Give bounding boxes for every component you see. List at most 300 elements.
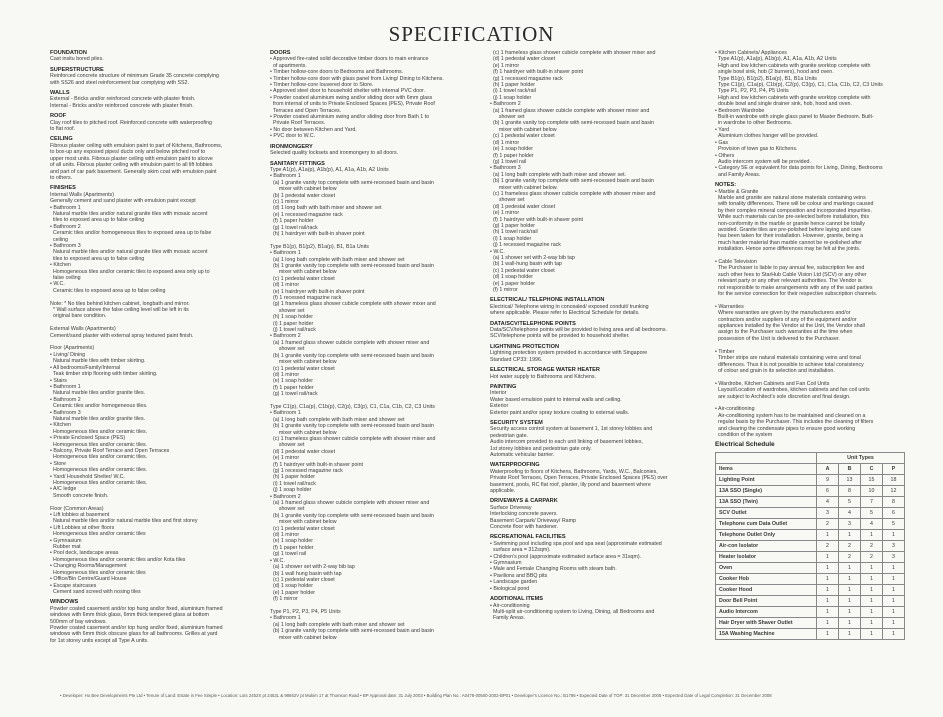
spec-section (490, 462, 705, 494)
table-row (716, 485, 905, 496)
section-line: mixer with cabinet below (270, 269, 337, 276)
section-line: (e) 1 soap holder (270, 538, 313, 545)
schedule-value: 5 (861, 507, 883, 518)
section-line: Homogeneous tiles and/or ceramic tiles and/or Kota tiles (50, 556, 186, 563)
spec-section (50, 136, 258, 181)
section-heading: DRIVEWAYS & CARPARK (490, 498, 558, 505)
schedule-header-blank (716, 452, 817, 463)
schedule-value: 1 (817, 573, 839, 584)
schedule-item-name: Audio Intercom (716, 606, 817, 617)
table-row (716, 562, 905, 573)
schedule-item-name: Door Bell Point (716, 595, 817, 606)
section-line: (d) 1 pedestal water closet (490, 56, 556, 63)
section-heading: IRONMONGERY (270, 143, 313, 150)
section-line: • Powder coated aluminium swing and/or sliding door with 6mm glass (270, 94, 433, 101)
section-line: • Changing Rooms/Management (50, 563, 127, 570)
section-line: for the service connection for their respective subscription channels. (715, 291, 878, 298)
schedule-value: 1 (817, 584, 839, 595)
section-line: • Cable Television (715, 259, 757, 265)
section-line: from internal of units to Private Enclosed Spaces (PES), Private Roof (270, 101, 435, 108)
section-line: • No door between Kitchen and Yard. (270, 126, 357, 133)
section-line: shower set (270, 307, 305, 314)
spec-section (490, 498, 705, 530)
schedule-value: 1 (817, 628, 839, 639)
section-line: Floor (Common Areas) (50, 505, 104, 512)
section-line: (g) 1 frameless glass shower cubicle complete with shower mixer and (270, 301, 436, 308)
section-line: avoided. Granite tiles are pre-polished before laying and care (715, 226, 862, 233)
section-line: (i) 1 towel rail/rack (270, 480, 316, 487)
section-line: (a) 1 granite vanity top complete with semi-recessed basin and basin (270, 179, 434, 186)
section-line: shower set (270, 442, 305, 449)
section-line: shower set (270, 506, 305, 513)
section-line: condition of the system (715, 431, 773, 438)
schedule-value: 3 (883, 551, 905, 562)
section-line: (e) 1 hairdryer with built-in shaver point (270, 288, 365, 295)
table-row (716, 595, 905, 606)
table-row (716, 551, 905, 562)
schedule-value: 12 (883, 485, 905, 496)
section-line: (c) 1 pedestal water closet (270, 525, 335, 532)
section-line: • Male and Female Changing Rooms with steam bath. (490, 566, 617, 573)
schedule-value: 6 (817, 485, 839, 496)
footer-disclaimer: • Developer: Ho Bee Developments Pte Ltd • Tenure of Land: Estate in Fee Simple • Location: Lots 2452X pt 2453L & 98662V pt Mukim 17 at Thomson Road • BP Approval date: 31 July 2003 • Building Plan No.: A0478-00500-2002-BP01 • Developer's Licence No.: B1786 • Expected Date of TOP: 31 December 2005 • Expected Date of Legal Completion: 31 December 2008 (60, 693, 772, 698)
table-row (716, 606, 905, 617)
section-line: with tonality differences. There will be colour and markings caused (715, 201, 874, 208)
schedule-value: 2 (817, 518, 839, 529)
section-line: • Lift lobbies at basement (50, 512, 110, 519)
section-line: (h) 1 hairdryer with built-in shaver point (270, 230, 365, 237)
schedule-value: 1 (839, 595, 861, 606)
section-line: • Escape staircases (50, 582, 97, 589)
section-line: (g) 1 recessed magazine rack (270, 468, 343, 474)
table-row (716, 628, 905, 639)
section-line: Natural marble tiles and/or natural marble tiles and first storey (50, 518, 198, 525)
section-line: regular basis by the Purchaser. This includes the cleaning of filters (715, 419, 874, 426)
schedule-value: 1 (861, 573, 883, 584)
section-line: (a) 1 long bath complete with bath mixer and shower set (270, 621, 405, 628)
electrical-schedule (715, 442, 905, 639)
section-line: • Bathroom 3 (50, 242, 81, 249)
section-line: • Bathroom 3 (490, 165, 521, 172)
section-line: Natural marble tiles with timber skirting. (50, 358, 146, 365)
section-line: Natural marble tiles and/or natural granite tiles with mosaic accent (50, 210, 208, 217)
section-line: • Living/ Dining (50, 351, 86, 358)
spec-section (715, 50, 905, 178)
section-heading: ROOF (50, 113, 67, 120)
section-line: • Bathroom 1 (270, 250, 301, 257)
schedule-item-name: Oven (716, 562, 817, 573)
section-line: Hot water supply to Bathrooms and Kitchens. (490, 373, 596, 380)
section-line: • Gymnasium (490, 560, 522, 567)
section-line: Electrical/ Telephone wiring in concealed/ exposed conduit/ trunking (490, 303, 649, 310)
section-line: Type A1(p), A1a(p), A1b(p), A1, A1a, A1b, A2 Units (715, 56, 837, 63)
schedule-value: 5 (883, 518, 905, 529)
section-line: • Office/Bin Centre/Guard House (50, 576, 127, 583)
section-line: (g) 1 towel rail/rack (270, 224, 318, 231)
spec-section (490, 50, 705, 293)
schedule-value: 2 (817, 540, 839, 551)
section-line: Security access control system at basement 1, 1st storey lobbies and (490, 426, 653, 433)
section-line: (f) 1 mirror (490, 287, 518, 294)
section-line: contractors and/or suppliers of any of the equipment and/or (715, 316, 857, 323)
schedule-value: 1 (883, 562, 905, 573)
section-line: • Bathroom 2 (270, 333, 301, 340)
section-line: Standard CP33: 1996. (490, 356, 543, 363)
section-line: • Bathroom 2 (50, 223, 81, 230)
section-line: Private Roof Terraces. (270, 120, 326, 127)
section-line: (f) 1 paper holder (490, 152, 534, 159)
section-line: • Gas (715, 139, 729, 146)
section-line: (d) 1 pedestal water closet (270, 448, 336, 455)
schedule-value: 1 (839, 606, 861, 617)
section-line: • Timber hollow-core doors to Bedrooms and Bathrooms. (270, 69, 404, 76)
section-line: (b) 1 pedestal water closet (270, 192, 336, 199)
schedule-item-name: Cooker Hob (716, 573, 817, 584)
section-line: double bowl and single drainer sink, hob, hood and oven. (715, 101, 852, 108)
table-row (716, 529, 905, 540)
schedule-item-name: SCV Outlet (716, 507, 817, 518)
section-line: • Stairs (50, 377, 67, 384)
section-line: false ceiling (50, 275, 81, 281)
schedule-value: 1 (861, 584, 883, 595)
schedule-header-row (716, 452, 905, 463)
section-line: Powder coated casement and/or top hung and/or fixed, aluminium framed (50, 605, 223, 612)
section-line: Basement Carpark/ Driveway/ Ramp (490, 517, 576, 524)
spec-column-1 (50, 50, 258, 690)
schedule-value: 13 (839, 474, 861, 485)
section-line: Surface Driveway (490, 504, 532, 511)
section-line: • Bathroom 1 (270, 615, 301, 622)
section-heading: WINDOWS (50, 599, 79, 606)
section-line: possession of the Unit is delivered to the Purchaser. (715, 335, 840, 342)
section-line: 500mm of bay windows. (50, 618, 107, 625)
section-heading: WALLS (50, 90, 70, 97)
section-line: Exterior paint and/or spray texture coating to external walls. (490, 409, 630, 416)
section-heading: NOTES: (715, 182, 737, 189)
section-line: • Children's pool (approximate estimated surface area = 31sqm). (490, 553, 642, 560)
schedule-type-header: P (883, 463, 905, 474)
section-line: (g) 1 towel rail (490, 158, 527, 165)
schedule-item-name: 13A SSO (Single) (716, 485, 817, 496)
table-row (716, 518, 905, 529)
schedule-value: 1 (883, 628, 905, 639)
schedule-item-name: Cooker Hood (716, 584, 817, 595)
section-heading: SECURITY SYSTEM (490, 419, 543, 426)
section-line: * Wall surface above the false ceiling level will be left in its (50, 307, 189, 314)
section-line: (g) 1 towel rail (270, 551, 307, 558)
schedule-value: 1 (817, 529, 839, 540)
section-line: in wardrobe to other Bedrooms. (715, 120, 793, 127)
section-line: ceiling (50, 236, 68, 243)
section-line: Aluminium clothes hanger will be provided. (715, 133, 819, 140)
section-line: Homogeneous tiles and/or ceramic tiles. (50, 454, 148, 461)
section-line: Ceramic tiles and/or homogeneous tiles. (50, 403, 148, 410)
section-line: • Private Enclosed Space (PES) (50, 435, 126, 442)
section-line: shower set (490, 114, 525, 121)
section-heading: ELECTRICAL STORAGE WATER HEATER (490, 367, 600, 374)
section-line: 1st storey lobbies and pedestrian gate only. (490, 445, 592, 452)
section-line: • Yard (715, 126, 730, 133)
spec-section (490, 534, 705, 592)
section-line: (i) 1 towel rack/rail (490, 88, 536, 95)
schedule-value: 1 (817, 606, 839, 617)
section-line: non-conformity in the marble or granite hence cannot be totally (715, 220, 865, 227)
section-line: Data/SCV/telephone points will be provided to living area and all bedrooms. (490, 327, 667, 334)
table-row (716, 584, 905, 595)
schedule-value: 1 (861, 606, 883, 617)
electrical-schedule-table (715, 452, 905, 640)
section-line: (b) 1 granite vanity top complete with semi-recessed basin and basin (270, 423, 434, 430)
spec-section (490, 384, 705, 416)
section-line: Teak timber strip flooring with timber skirting. (50, 371, 158, 378)
section-line: Rubber mat (50, 544, 81, 551)
schedule-value: 4 (861, 518, 883, 529)
schedule-type-header: B (839, 463, 861, 474)
section-line: (e) 1 recessed magazine rack (270, 211, 343, 218)
section-line: original bare condition. (50, 313, 107, 320)
section-line: • W.C. (50, 281, 65, 288)
section-line: Fibrous plaster ceiling with emulsion paint to part of Kitchens, Bathrooms, (50, 142, 223, 149)
section-line: of apartments. (270, 62, 307, 69)
section-line: • Yard/ Household Shelter/ W.C. (50, 473, 125, 480)
section-line: Homogeneous tiles and/or ceramic tiles. (50, 467, 148, 474)
section-line: (d) 1 pedestal water closet (490, 203, 556, 210)
section-line: has been taken for their installation. However, granite, being a (715, 233, 864, 240)
schedule-value: 1 (883, 573, 905, 584)
section-line: (d) 1 long bath with bath mixer and shower set (270, 205, 382, 212)
schedule-value: 7 (861, 496, 883, 507)
section-line: (f) 1 hairdryer with built-in shaver point (270, 461, 364, 468)
schedule-type-header: C (861, 463, 883, 474)
section-line: (e) 1 soap holder (270, 378, 313, 385)
section-line: • Wardrobe, Kitchen Cabinets and Fan Coil Units (715, 380, 830, 387)
section-line: (e) 1 mirror (490, 210, 520, 217)
section-line: (c) 1 pedestal water closet (270, 365, 335, 372)
section-line: (g) 1 paper holder (490, 222, 536, 229)
section-heading: DOORS (270, 50, 291, 56)
section-heading: DATA/SCV/TELEPHONE POINTS (490, 320, 576, 327)
section-line: (b) 1 granite vanity top complete with semi-recessed basin and basin (270, 352, 434, 359)
section-line: Cement sand screed with nosing tiles (50, 588, 141, 595)
section-line: Homogeneous tiles and/or ceramic tiles (50, 531, 146, 538)
section-line: Clay roof tiles to pitched roof. Reinforced concrete with waterproofing (50, 119, 212, 126)
schedule-type-header: A (817, 463, 839, 474)
section-line: • Kitchen (50, 422, 71, 429)
schedule-item-name: Hair Dryer with Shaver Outlet (716, 617, 817, 628)
section-line: Interlocking concrete pavers. (490, 511, 558, 518)
section-line: of all units. Fibrous plaster ceiling with emulsion paint to all lift lobbies (50, 162, 213, 169)
section-line: Homogeneous tiles and/or ceramic tiles (50, 569, 146, 576)
schedule-value: 2 (861, 551, 883, 562)
schedule-items-label: Items (716, 463, 817, 474)
section-line: Where warranties are given by the manufacturers and/or (715, 310, 851, 317)
section-line: Homogeneous tiles and/or ceramic tiles. (50, 428, 148, 435)
section-line: • Landscape garden (490, 579, 538, 586)
schedule-value: 1 (861, 595, 883, 606)
section-line: single bowl sink, hob (2 burners), hood and oven. (715, 69, 834, 76)
section-line: Type P1, P2, P3, P4, P5 Units (715, 88, 789, 95)
section-line: (b) 1 granite vanity top complete with semi-recessed basin and basin (270, 628, 434, 635)
schedule-value: 4 (839, 507, 861, 518)
section-line: Water based emulsion paint to internal walls and ceiling. (490, 396, 622, 403)
section-line: • Bathroom 1 (50, 204, 81, 211)
section-line: Interior (490, 390, 507, 397)
table-row (716, 474, 905, 485)
section-line: • Timber hollow-core louvered door to Store. (270, 82, 374, 89)
section-heading: LIGHTNING PROTECTION (490, 343, 559, 350)
schedule-value: 1 (817, 595, 839, 606)
section-line: Type B1(p), B1(p2), B1a(p), B1, B1a Units (715, 75, 817, 82)
spec-column-2 (270, 50, 480, 690)
schedule-value: 1 (861, 617, 883, 628)
section-heading: SUPERSTRUCTURE (50, 66, 104, 73)
spec-section (50, 50, 258, 63)
spec-section (270, 50, 480, 140)
section-line: Concrete floor with hardener. (490, 524, 559, 531)
section-line: appliances installed by the Vendor at the Unit, the Vendor shall (715, 323, 865, 330)
section-line: (b) 1 granite vanity top complete with semi-recessed basin and basin (270, 512, 434, 519)
section-line: installation. Hence some differences may be felt at the joints. (715, 246, 861, 253)
section-line: (f) 1 hairdryer with built-in shaver point (490, 69, 584, 76)
section-line: • Bathroom 2 (270, 493, 301, 500)
section-line: (a) 1 framed glass shower cubicle complete with shower mixer and (270, 339, 430, 346)
section-line: windows with 6mm thick glass, 6mm thick tempered glass at bottom (50, 612, 209, 619)
spec-column-4 (715, 50, 905, 690)
section-line: (e) 1 paper holder (490, 280, 536, 287)
schedule-value: 1 (839, 628, 861, 639)
schedule-value: 1 (861, 529, 883, 540)
schedule-item-name: 13A SSO (Twin) (716, 496, 817, 507)
schedule-type-row (716, 463, 905, 474)
section-line: (c) 1 pedestal water closet (270, 275, 335, 282)
schedule-item-name: 15A Washing Machine (716, 628, 817, 639)
section-line: • Warranties (715, 303, 744, 310)
section-heading: ELECTRICAL/ TELEPHONE INSTALLATION (490, 297, 605, 304)
section-line: • Biological pond (490, 585, 530, 592)
section-line: Built-in wardrobe with single glass panel to Master Bedroom. Built- (715, 114, 874, 121)
section-line: Natural marble tiles and/or granite tiles. (50, 415, 146, 422)
schedule-value: 1 (839, 573, 861, 584)
section-line: Cement/sand plaster with external spray textured paint finish. (50, 332, 194, 339)
section-line: (i) 1 soap holder (490, 235, 532, 242)
spec-section (490, 596, 705, 622)
section-line: • Bathroom 1 (270, 410, 301, 417)
section-line: (d) 1 mirror (490, 139, 520, 146)
schedule-value: 1 (839, 584, 861, 595)
spec-section (270, 144, 480, 157)
section-line: • Bathroom 1 (50, 383, 81, 390)
section-line: (c) 1 frameless glass shower cubicle complete with shower mixer and (490, 190, 656, 197)
section-line: where applicable. Please refer to Electrical Schedule for details. (490, 310, 640, 317)
section-heading: PAINTING (490, 383, 517, 390)
section-line: • Kitchen (50, 262, 71, 269)
section-line: Powder coated casement and/or top hung and/or fixed, aluminium framed (50, 624, 223, 631)
section-line: • Timber hollow-core door with glass panel from Living/ Dining to Kitchens. (270, 75, 444, 82)
section-line: (d) 1 soap holder (490, 274, 533, 281)
section-line: (a) 1 framed glass shower cubicle complete with shower mixer and (270, 500, 430, 507)
schedule-value: 8 (839, 485, 861, 496)
section-line: (b) 1 wall-hung basin with tap (490, 261, 562, 268)
section-line: • Approved steel door to household shelter with internal PVC door. (270, 88, 425, 95)
section-line: • Bedroom Wardrobe (715, 107, 765, 114)
spec-section (50, 599, 258, 644)
schedule-value: 1 (817, 562, 839, 573)
section-line: • Bathroom 3 (50, 409, 81, 416)
section-line: Family Areas. (490, 615, 526, 622)
section-line: (a) 1 shower set with 2-way bib tap (490, 255, 575, 261)
section-line: Internal Walls (Apartments) (50, 191, 114, 198)
spec-section (490, 321, 705, 340)
section-heading: FOUNDATION (50, 50, 87, 56)
schedule-value: 5 (839, 496, 861, 507)
schedule-value: 1 (817, 617, 839, 628)
section-line: not responsible to make arrangements with any of the said parties (715, 284, 873, 291)
section-line: Natural marble tiles and/or natural granite tiles with mosaic accent (50, 249, 208, 256)
spec-column-3 (490, 50, 705, 690)
section-line: (d) 1 mirror (270, 532, 300, 539)
section-line: Internal - Bricks and/or reinforced concrete with plaster finish. (50, 102, 194, 109)
section-line: Type C1(p), C1a(p), C1b(p), C2(p), C3(p), C1, C1a, C1b, C2, C3 Units (715, 82, 883, 89)
section-line: basement, pools, RC flat roof, planter, lily pond and basement where (490, 481, 651, 488)
schedule-value: 2 (839, 551, 861, 562)
schedule-item-name: Lighting Point (716, 474, 817, 485)
section-line: While such materials can be pre-selected before installation, this (715, 214, 869, 221)
section-line: • Pool deck, landscape areas (50, 550, 119, 557)
section-line: (f) 1 mirror (270, 596, 298, 603)
section-line: (d) 1 soap holder (270, 583, 313, 590)
spec-column-4-body (715, 50, 905, 438)
section-line: (g) 1 towel rail/rack (270, 391, 318, 398)
section-heading: CEILING (50, 136, 73, 143)
schedule-value: 1 (883, 617, 905, 628)
section-line: Air-conditioning system has to be maintained and cleaned on a (715, 412, 866, 419)
section-line: • Gymnasium (50, 537, 82, 544)
schedule-value: 1 (883, 595, 905, 606)
page-title: SPECIFICATION (388, 22, 555, 46)
section-line: • Powder coated aluminium swing and/or sliding door from Bath 1 to (270, 114, 430, 121)
spec-section (490, 420, 705, 458)
table-row (716, 507, 905, 518)
section-line: (e) 1 soap holder (490, 146, 533, 153)
section-line: surface area = 312sqm). (490, 547, 551, 554)
section-line: The Purchaser is liable to pay annual fee, subscription fee and (715, 265, 865, 272)
section-line: High and low kitchen cabinets with granite worktop complete with (715, 94, 871, 101)
section-line: mixer with cabinet below. (490, 184, 558, 191)
section-line: mixer with cabinet below (270, 359, 337, 366)
section-line: to flat roof. (50, 126, 76, 133)
section-line: • PVC door to W.C. (270, 133, 316, 140)
section-line: Audio intercom provided to each unit linking of basement lobbies, (490, 439, 643, 446)
section-line: (e) 1 paper holder (270, 589, 316, 596)
section-line: (b) 1 granite vanity top complete with semi-recessed basin and basin (270, 263, 434, 269)
schedule-value: 1 (839, 562, 861, 573)
spec-section (490, 297, 705, 316)
schedule-value: 18 (883, 474, 905, 485)
section-line: (b) 1 wall hung basin with tap (270, 570, 342, 577)
schedule-value: 10 (861, 485, 883, 496)
table-row (716, 617, 905, 628)
schedule-value: 1 (883, 529, 905, 540)
section-line: (f) 1 hairdryer with built-in shaver point (490, 216, 584, 223)
schedule-unit-types-label: Unit Types (817, 452, 905, 463)
section-line: mixer with cabinet below (270, 186, 337, 193)
section-line: • W.C. (490, 248, 505, 255)
section-line: (f) 1 paper holder (270, 218, 314, 225)
section-line: (f) 1 paper holder (270, 544, 314, 551)
section-line: Type A1(p), A1a(p), A1b(p), A1, A1a, A1b, A2 Units (270, 166, 389, 173)
spec-section (715, 182, 905, 438)
section-line: (a) 1 long bath complete with bath mixer and shower set (270, 256, 405, 263)
